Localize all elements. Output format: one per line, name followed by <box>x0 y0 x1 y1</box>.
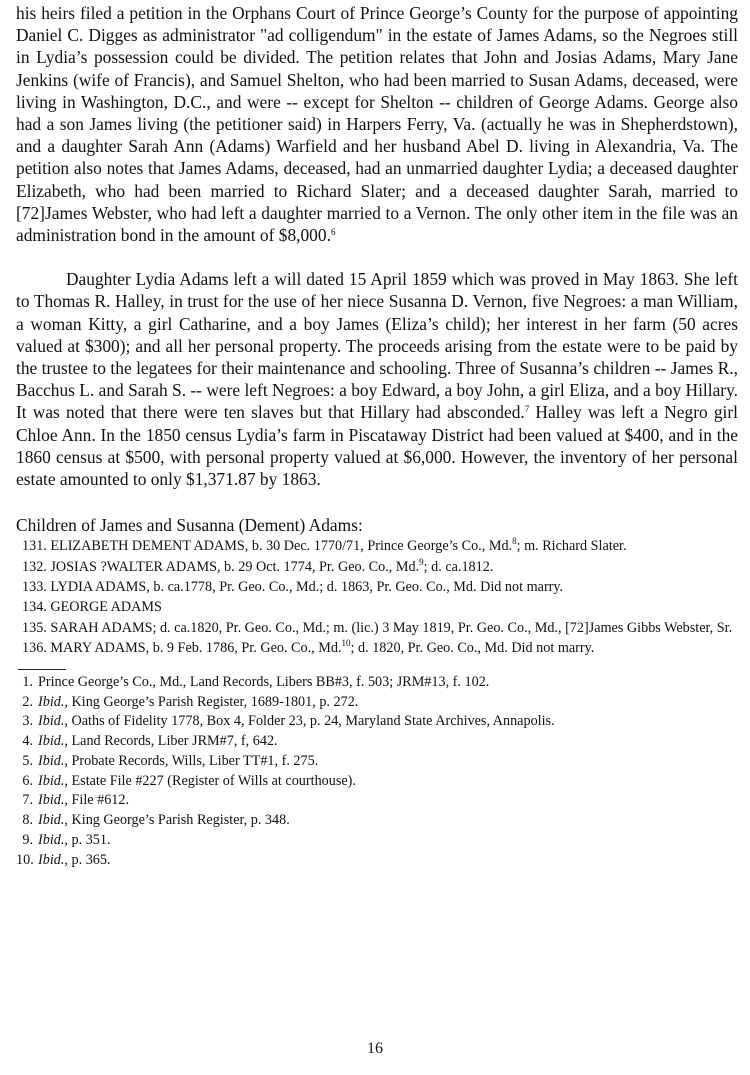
footnote-text: , Land Records, Liber JRM#7, f, 642. <box>64 733 278 750</box>
footnote-ibid: Ibid. <box>38 812 65 829</box>
child-text: ELIZABETH DEMENT ADAMS, b. 30 Dec. 1770/71, Prince George’s Co., Md. <box>50 538 513 555</box>
footnote-number: 7. <box>22 792 33 809</box>
footnote-text: , Estate File #227 (Register of Wills at courthouse). <box>64 772 356 789</box>
child-entry <box>16 638 738 658</box>
footnote-number: 9. <box>22 832 33 849</box>
footnote-text: , p. 351. <box>64 832 111 849</box>
footnote-ibid: Ibid. <box>38 733 65 750</box>
child-entry <box>16 536 738 556</box>
child-entry <box>16 557 738 577</box>
footnote <box>16 673 738 693</box>
child-number: 132. <box>22 558 47 575</box>
child-number: 136. <box>22 640 47 657</box>
footnote-number: 1. <box>22 673 33 690</box>
footnote-text: , p. 365. <box>64 851 111 868</box>
child-number: 131. <box>22 538 47 555</box>
footnote <box>16 732 738 752</box>
footnote-ibid: Ibid. <box>38 832 65 849</box>
footnote-text: , King George’s Parish Register, 1689-1801, p. 272. <box>64 693 359 710</box>
footnote-ibid: Ibid. <box>38 752 65 769</box>
paragraph-petition <box>16 0 738 246</box>
document-page <box>16 0 738 871</box>
paragraph-text-continued: Halley was left a Negro girl Chloe Ann. In the 1850 census Lydia’s farm in Piscataway District had been valued at $400, and in the 1860 census at $500, with personal property valued at $6,000. However, the inventory of her personal estate amounted to only $1,371.87 by 1863. <box>16 402 738 490</box>
paragraph-text: his heirs filed a petition in the Orphans Court of Prince George’s County for the purpose of appointing Daniel C. Digges as administrator "ad colligendum" in the estate of James Adams, so the Negroes still in Lydia’s possession could be divided. The petition relates that John and Josias Adams, Mary Jane Jenkins (wife of Francis), and Samuel Shelton, who had been married to Susan Adams, deceased, were living in Washington, D.C., and were -- except for Shelton -- children of George Adams. George also had a son James living (the petitioner said) in Harpers Ferry, Va. (actually he was in Shepherdstown), and a daughter Sarah Ann (Adams) Warfield and her husband Abel D. living in Alexandria, Va. The petition also notes that James Adams, deceased, had an unmarried daughter Lydia; a deceased daughter Elizabeth, who had been married to Richard Slater; and a deceased daughter Sarah, married to [72]James Webster, who had left a daughter married to a Vernon. The only other item in the file was an administration bond in the amount of $8,000. <box>16 3 738 246</box>
footnote-number: 2. <box>22 693 33 710</box>
footnote-number: 8. <box>22 812 33 829</box>
child-number: 134. <box>22 599 47 616</box>
child-text: JOSIAS ?WALTER ADAMS, b. 29 Oct. 1774, Pr. Geo. Co., Md. <box>50 558 420 575</box>
footnote-ref: 7 <box>524 404 530 415</box>
footnote-number: 3. <box>22 713 33 730</box>
child-text-continued: ; m. Richard Slater. <box>516 538 627 555</box>
footnotes-list <box>16 673 738 871</box>
footnote <box>16 811 738 831</box>
child-number: 135. <box>22 619 47 636</box>
child-text-continued: ; d. ca.1812. <box>423 558 494 575</box>
footnote-ref: 9 <box>419 556 424 567</box>
footnote-ref: 10 <box>341 638 351 649</box>
footnote-ibid: Ibid. <box>38 693 65 710</box>
footnote <box>16 712 738 732</box>
footnote <box>16 831 738 851</box>
footnote <box>16 752 738 772</box>
footnote-text: , Oaths of Fidelity 1778, Box 4, Folder 23, p. 24, Maryland State Archives, Annapolis. <box>64 713 555 730</box>
child-number: 133. <box>22 579 47 596</box>
footnote-ibid: Ibid. <box>38 792 65 809</box>
footnote <box>16 791 738 811</box>
child-entry <box>16 597 738 617</box>
footnote-text: , Probate Records, Wills, Liber TT#1, f. 275. <box>64 752 319 769</box>
footnote-text: Prince George’s Co., Md., Land Records, Libers BB#3, f. 503; JRM#13, f. 102. <box>38 673 490 690</box>
child-text: GEORGE ADAMS <box>50 599 162 616</box>
child-text: LYDIA ADAMS, b. ca.1778, Pr. Geo. Co., Md.; d. 1863, Pr. Geo. Co., Md. Did not marry. <box>50 579 564 596</box>
footnote-ibid: Ibid. <box>38 851 65 868</box>
footnote-ibid: Ibid. <box>38 713 65 730</box>
footnote <box>16 772 738 792</box>
paragraph-text: Daughter Lydia Adams left a will dated 15 April 1859 which was proved in May 1863. She left to Thomas R. Halley, in trust for the use of her niece Susanna D. Vernon, five Negroes: a man William, a woman Kitty, a girl Catharine, and a boy James (Eliza’s child); her interest in her farm (50 acres valued at $300); and all her personal property. The proceeds arising from the estate were to be paid by the trustee to the legatees for their maintenance and schooling. Three of Susanna’s children -- James R., Bacchus L. and Sarah S. -- were left Negroes: a boy Edward, a boy John, a girl Eliza, and a boy Hillary. It was noted that there were ten slaves but that Hillary had absconded. <box>16 269 738 423</box>
page-number: 16 <box>367 1040 383 1057</box>
children-list <box>16 536 738 658</box>
children-heading: Children of James and Susanna (Dement) Adams: <box>16 515 363 536</box>
child-text: MARY ADAMS, b. 9 Feb. 1786, Pr. Geo. Co., Md. <box>50 640 342 657</box>
child-text-continued: ; d. 1820, Pr. Geo. Co., Md. Did not marry. <box>350 640 595 657</box>
footnote-divider <box>18 669 66 670</box>
footnote-number: 10. <box>16 851 34 868</box>
child-text: SARAH ADAMS; d. ca.1820, Pr. Geo. Co., Md.; m. (lic.) 3 May 1819, Pr. Geo. Co., Md., [72]James Gibbs Webster, Sr. <box>50 619 733 636</box>
footnote-number: 5. <box>22 752 33 769</box>
footnote-ref: 6 <box>330 227 336 238</box>
paragraph-lydia-will <box>16 268 738 490</box>
footnote <box>16 693 738 713</box>
footnote-ibid: Ibid. <box>38 772 65 789</box>
footnote-ref: 8 <box>512 536 517 547</box>
child-entry <box>16 577 738 597</box>
child-entry <box>16 618 738 638</box>
footnote-text: , King George’s Parish Register, p. 348. <box>64 812 290 829</box>
footnote-number: 6. <box>22 772 33 789</box>
footnote <box>16 851 738 871</box>
footnote-text: , File #612. <box>64 792 130 809</box>
footnote-number: 4. <box>22 733 33 750</box>
